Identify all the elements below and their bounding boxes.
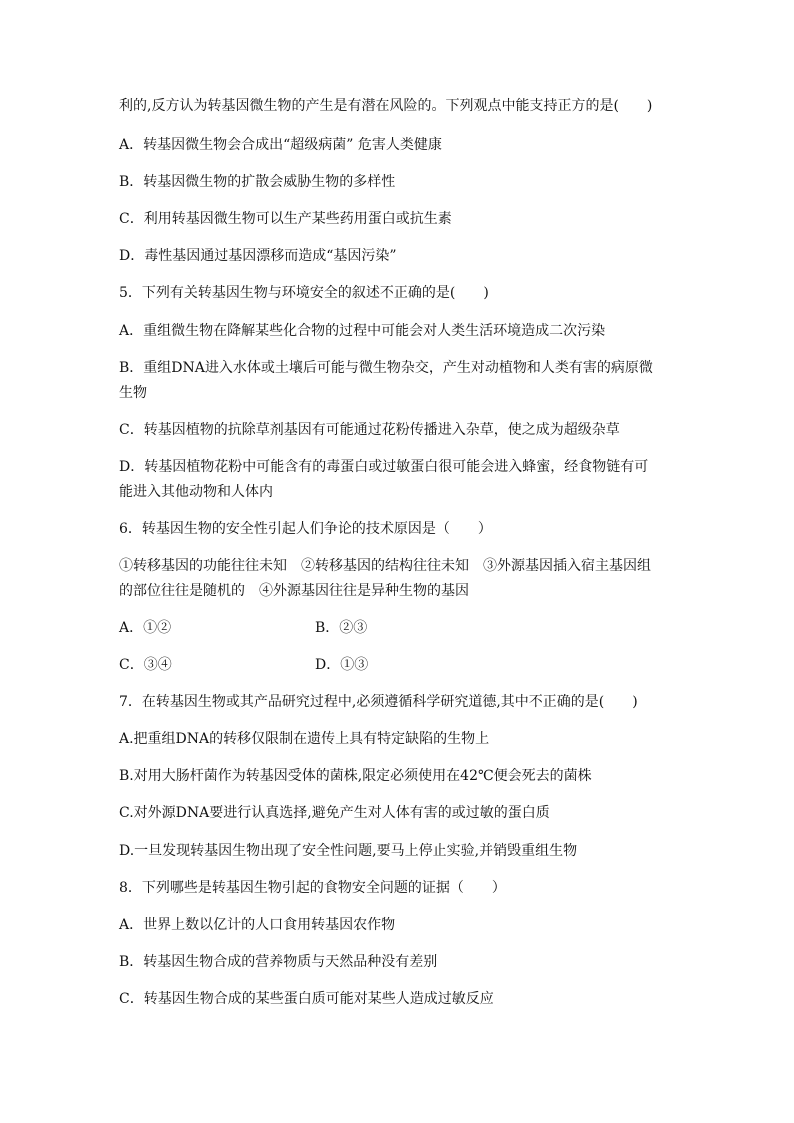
q5-option-b-line2: 生物 (119, 385, 147, 401)
q6-option-a: A．①② (119, 620, 172, 636)
q4-option-b: B．转基因微生物的扩散会威胁生物的多样性 (119, 174, 396, 190)
q7-option-c: C.对外源DNA要进行认真选择,避免产生对人体有害的或过敏的蛋白质 (119, 805, 550, 821)
q5-option-b-line1: B．重组DNA进入水体或土壤后可能与微生物杂交，产生对动植物和人类有害的病原微 (119, 360, 653, 376)
q7-option-d: D.一旦发现转基因生物出现了安全性问题,要马上停止实验,并销毁重组生物 (119, 843, 578, 859)
q6-option-b: B．②③ (315, 620, 368, 636)
q5-option-d-line2: 能进入其他动物和人体内 (119, 484, 273, 500)
q4-stem-tail: 利的,反方认为转基因微生物的产生是有潜在风险的。下列观点中能支持正方的是( ) (119, 98, 653, 114)
q6-option-c: C．③④ (119, 657, 172, 673)
q6-items-line1: ①转移基因的功能往往未知 ②转移基因的结构往往未知 ③外源基因插入宿主基因组 (119, 558, 651, 574)
q7-stem: 7．在转基因生物或其产品研究过程中,必须遵循科学研究道德,其中不正确的是( ) (119, 694, 638, 710)
q7-option-b: B.对用大肠杆菌作为转基因受体的菌株,限定必须使用在42℃便会死去的菌株 (119, 768, 592, 784)
q5-option-a: A．重组微生物在降解某些化合物的过程中可能会对人类生活环境造成二次污染 (119, 323, 606, 339)
q6-items-line2: 的部位往往是随机的 ④外源基因往往是异种生物的基因 (119, 583, 469, 599)
q5-option-d-line1: D．转基因植物花粉中可能含有的毒蛋白或过敏蛋白很可能会进入蜂蜜，经食物链有可 (119, 459, 649, 475)
q4-option-d: D．毒性基因通过基因漂移而造成“基因污染” (119, 248, 397, 264)
q7-option-a: A.把重组DNA的转移仅限制在遗传上具有特定缺陷的生物上 (119, 731, 490, 747)
q8-option-b: B．转基因生物合成的营养物质与天然品种没有差别 (119, 954, 438, 970)
q4-option-a: A．转基因微生物会合成出“超级病菌” 危害人类健康 (119, 137, 442, 153)
q5-option-c: C．转基因植物的抗除草剂基因有可能通过花粉传播进入杂草，使之成为超级杂草 (119, 422, 620, 438)
q4-option-c: C．利用转基因微生物可以生产某些药用蛋白或抗生素 (119, 211, 452, 227)
q6-option-d: D．①③ (315, 657, 369, 673)
q8-option-a: A．世界上数以亿计的人口食用转基因农作物 (119, 917, 396, 933)
q8-option-c: C．转基因生物合成的某些蛋白质可能对某些人造成过敏反应 (119, 991, 494, 1007)
q5-stem: 5．下列有关转基因生物与环境安全的叙述不正确的是( ) (119, 285, 489, 301)
q6-stem: 6．转基因生物的安全性引起人们争论的技术原因是（ ） (119, 521, 492, 537)
q8-stem: 8．下列哪些是转基因生物引起的食物安全问题的证据（ ） (119, 880, 506, 896)
